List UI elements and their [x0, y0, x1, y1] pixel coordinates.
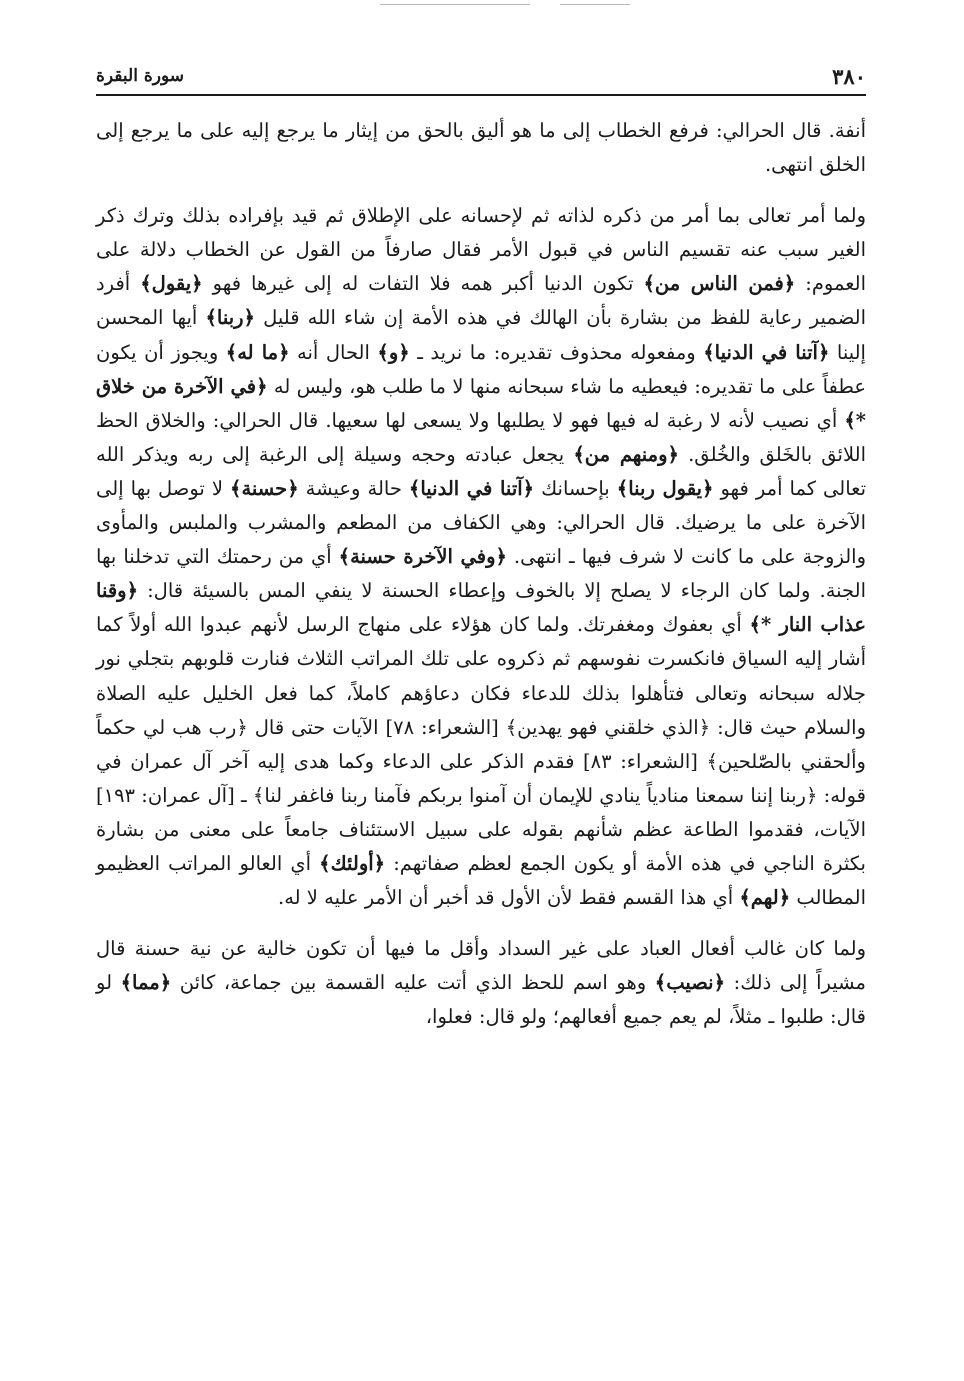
text-segment: أي بعفوك ومغفرتك. ولما كان هؤلاء على منهاج الرسل لأنهم عبدوا الله أولاً كما أشار إليه السياق فانكسرت نفوسهم ثم ذكروه على تلك المراتب الثلاث فنارت قلوبهم بتجلي نور جلاله سبحانه وتعالى فتأهلوا بذلك للدعاء فكان دعاؤهم كاملاً، كما فعل الخليل عليه الصلاة والسلام حيث قال: ﴿الذي خلقني فهو يهدين﴾ [الشعراء: ٧٨] الآيات حتى قال ﴿رب هب لي حكماً وألحقني بالصّٰلحين﴾ [الشعراء: ٨٣] فقدم الذكر على الدعاء وكما هدى إليه آخر آل عمران في قوله: ﴿ربنا إننا سمعنا منادياً ينادي للإيمان أن آمنوا بربكم فآمنا ربنا فاغفر لنا﴾ ـ [آل عمران: ١٩٣] الآيات، فقدموا الطاعة عظم شأنهم بقوله على سبيل الاستئناف جامعاً على معنى من بشارة بكثرة الناجي في هذه الأمة أو يكون الجمع لعظم صفاتهم: — [96, 613, 866, 875]
text-segment: يجعل عبادته وحجه وسيلة إلى الرغبة إلى ربه ويذكر الله تعالى كما أمر فهو — [96, 442, 867, 500]
quran-quote: ﴿نصيب﴾ — [654, 971, 726, 995]
quran-quote: ﴿يقول﴾ — [140, 272, 203, 296]
text-segment: أيها المحسن إلينا — [96, 306, 866, 364]
quran-quote: ﴿لهم﴾ — [739, 886, 791, 910]
quran-quote: ﴿آتنا في الدنيا﴾ — [408, 476, 535, 500]
page-header — [96, 58, 866, 96]
text-segment: أنفة. قال الحرالي: فرفع الخطاب إلى ما هو أليق بالحق من إيثار ما يرجع إليه على ما يرجع إلى الخلق انتهى. — [96, 119, 866, 177]
paragraph-1 — [96, 114, 866, 182]
text-segment: ولما أمر تعالى بما أمر من ذكره لذاته ثم لإحسانه على الإطلاق ثم قيد بإفراده بذلك وترك ذكر الغير سبب عنه تقسيم الناس في قبول الأمر فقال صارفاً من القول عن الخطاب دلالة على العموم: — [96, 204, 867, 296]
quran-quote: ﴿مما﴾ — [120, 971, 172, 995]
quran-quote: ﴿وقنا عذاب النار *﴾ — [96, 579, 866, 637]
text-segment: ومفعوله محذوف تقديره: ما نريد ـ — [409, 340, 696, 364]
text-segment: حالة وعيشة — [298, 476, 402, 500]
quran-quote: ﴿يقول ربنا﴾ — [616, 476, 714, 500]
quran-quote: ﴿في الآخرة من خلاق *﴾ — [96, 374, 866, 432]
paragraph-2 — [96, 199, 866, 915]
text-segment: لو قال: طلبوا ـ مثلاً، لم يعم جميع أفعالهم؛ ولو قال: فعلوا، — [96, 971, 866, 1029]
quran-quote: ﴿ما له﴾ — [225, 340, 290, 364]
page-number: ٣٨٠ — [832, 64, 866, 89]
quran-quote: ﴿فمن الناس من﴾ — [643, 272, 796, 296]
quran-quote: ﴿و﴾ — [377, 340, 410, 364]
top-rule-mark — [380, 4, 530, 5]
text-segment: الحال أنه — [289, 340, 370, 364]
quran-quote: ﴿ومنهم من﴾ — [573, 442, 679, 466]
text-segment: ويجوز أن يكون عطفاً على ما تقديره: فيعطيه ما شاء سبحانه منها لا ما طلب هو، وليس له — [96, 340, 867, 398]
quran-quote: ﴿أولئك﴾ — [319, 851, 386, 875]
text-segment: تكون الدنيا أكبر همه فلا التفات له إلى غيرها فهو — [202, 272, 634, 296]
text-segment: أي نصيب لأنه لا رغبة له فيها فهو لا يطلبها ولا يسعى لها سعيها. قال الحرالي: والخلاق الحظ اللائق بالخَلق والخُلق. — [96, 408, 866, 466]
text-segment: أي هذا القسم فقط لأن الأول قد أخبر أن الأمر عليه لا له. — [278, 886, 734, 910]
page — [96, 58, 866, 1034]
text-segment: لا توصل بها إلى الآخرة على ما يرضيك. قال الحرالي: وهي الكفاف من المطعم والمشرب والملبس والمأوى والزوجة على ما كانت لا شرف فيها ـ انتهى. — [96, 476, 866, 569]
text-segment: أي من رحمتك التي تدخلنا بها الجنة. ولما كان الرجاء لا يصلح إلا بالخوف وإعطاء الحسنة لا ينفي المس بالسيئة قال: — [96, 545, 866, 603]
body-text — [96, 114, 866, 1034]
quran-quote: ﴿ربنا﴾ — [205, 306, 255, 330]
top-rule-mark — [560, 4, 630, 5]
quran-quote: ﴿آتنا في الدنيا﴾ — [703, 340, 830, 364]
paragraph-3 — [96, 932, 866, 1034]
text-segment: أفرد الضمير رعاية للفظ من بشارة بأن الهالك في هذه الأمة إن شاء الله قليل — [96, 272, 866, 330]
text-segment: بإحسانك — [534, 476, 610, 500]
surah-title: سورة البقرة — [96, 66, 184, 86]
text-segment: وهو اسم للحظ الذي أتت عليه القسمة بين جماعة، كائن — [171, 971, 647, 995]
quran-quote: ﴿حسنة﴾ — [230, 476, 299, 500]
text-segment: ولما كان غالب أفعال العباد على غير السداد وأقل ما فيها أن تكون خالية عن نية حسنة قال مشيراً إلى ذلك: — [96, 937, 866, 995]
text-segment: أي العالو المراتب العظيمو المطالب — [96, 851, 866, 910]
quran-quote: ﴿وفي الآخرة حسنة﴾ — [338, 545, 507, 569]
